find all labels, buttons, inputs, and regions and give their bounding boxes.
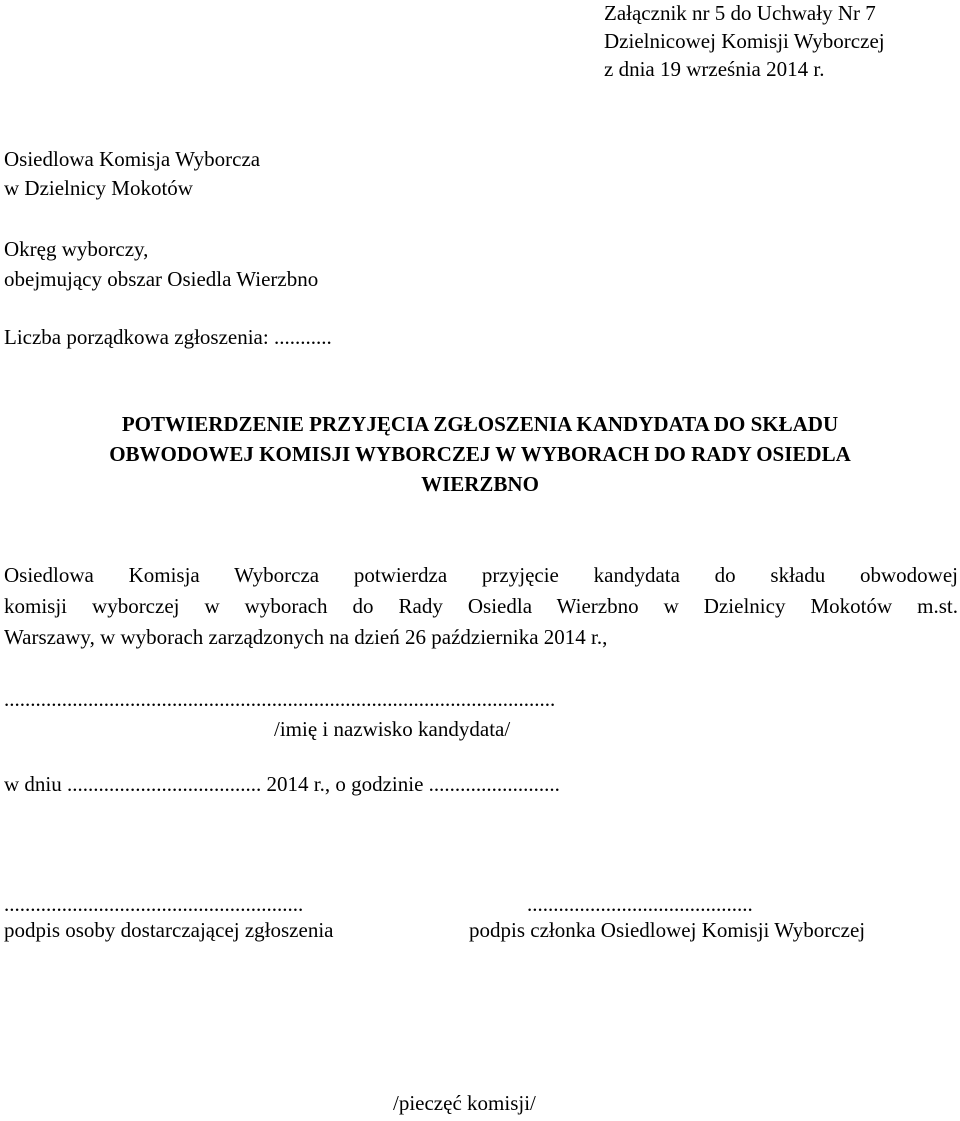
annex-line-1: Załącznik nr 5 do Uchwały Nr 7	[604, 1, 876, 25]
body-line-2: komisji wyborczej w wyborach do Rady Osiedla Wierzbno w Dzielnicy Mokotów m.st.	[4, 594, 958, 618]
body-line-3: Warszawy, w wyborach zarządzonych na dzień 26 października 2014 r.,	[4, 625, 608, 649]
title-line-3: WIERZBNO	[421, 472, 539, 496]
seal-caption: /pieczęć komisji/	[393, 1091, 536, 1115]
committee-line-2: w Dzielnicy Mokotów	[4, 176, 193, 200]
signature-left-caption: podpis osoby dostarczającej zgłoszenia	[4, 918, 334, 942]
order-number: Liczba porządkowa zgłoszenia: ...........	[4, 325, 332, 349]
committee-block	[4, 146, 260, 204]
document-title	[10, 411, 950, 501]
title-line-2: OBWODOWEJ KOMISJI WYBORCZEJ W WYBORACH DO RADY OSIEDLA	[109, 442, 851, 466]
body-line-1: Osiedlowa Komisja Wyborcza potwierdza przyjęcie kandydata do składu obwodowej	[4, 563, 958, 587]
candidate-name-caption: /imię i nazwisko kandydata/	[274, 717, 511, 741]
title-line-1: POTWIERDZENIE PRZYJĘCIA ZGŁOSZENIA KANDYDATA DO SKŁADU	[121, 412, 839, 436]
body-paragraph	[4, 562, 958, 655]
annex-line-3: z dnia 19 września 2014 r.	[604, 57, 825, 81]
committee-line-1: Osiedlowa Komisja Wyborcza	[4, 147, 261, 171]
date-time-line: w dniu ..................................... 2014 r., o godzinie .........................	[4, 772, 560, 796]
district-line-2: obejmujący obszar Osiedla Wierzbno	[4, 267, 319, 291]
annex-line-2: Dzielnicowej Komisji Wyborczej	[604, 29, 885, 53]
signature-right-field: ...........................................	[527, 892, 753, 916]
signature-left-field: .........................................................	[4, 892, 304, 916]
district-line-1: Okręg wyborczy,	[4, 237, 149, 261]
annex-header	[604, 0, 944, 84]
signature-right-caption: podpis członka Osiedlowej Komisji Wyborczej	[469, 918, 866, 942]
candidate-name-field: .........................................................................................................	[4, 687, 556, 711]
district-block	[4, 236, 318, 296]
